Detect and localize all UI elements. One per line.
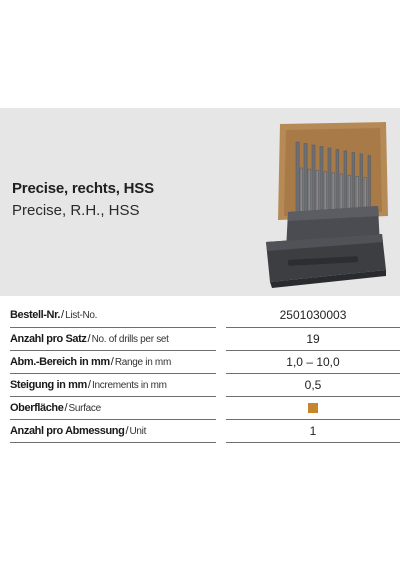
spec-gap xyxy=(216,373,226,396)
drill-bit xyxy=(300,168,303,212)
spec-gap xyxy=(216,350,226,373)
spec-label-en: No. of drills per set xyxy=(91,333,169,345)
spec-label-en: Surface xyxy=(68,402,101,414)
drill-bit xyxy=(316,170,319,213)
drill-bit-set-case-icon xyxy=(258,120,390,290)
surface-color-swatch xyxy=(308,403,318,413)
spec-value: 0,5 xyxy=(226,373,400,396)
spec-row xyxy=(10,304,400,327)
spec-label-de: Bestell-Nr. xyxy=(10,309,61,322)
spec-label xyxy=(10,304,216,327)
spec-label-separator: / xyxy=(61,309,65,322)
spec-label xyxy=(10,373,216,396)
product-title-en: Precise, R.H., HSS xyxy=(12,202,140,219)
product-title-de: Precise, rechts, HSS xyxy=(12,180,154,197)
spec-value: 19 xyxy=(226,327,400,350)
spec-gap xyxy=(216,304,226,327)
drill-bit xyxy=(336,150,339,217)
drill-bit xyxy=(320,147,323,215)
spec-row xyxy=(10,373,400,396)
specification-table xyxy=(10,304,400,443)
spec-row xyxy=(10,350,400,373)
spec-row xyxy=(10,419,400,442)
spec-label-en: Range in mm xyxy=(114,356,171,368)
spec-label-separator: / xyxy=(87,332,91,345)
spec-gap xyxy=(216,419,226,442)
drill-bit xyxy=(328,148,331,216)
spec-label-separator: / xyxy=(87,378,91,391)
spec-label-de: Steigung in mm xyxy=(10,378,87,391)
spec-label-separator: / xyxy=(125,424,129,437)
spec-label xyxy=(10,419,216,442)
spec-gap xyxy=(216,327,226,350)
spec-row xyxy=(10,327,400,350)
drill-bit xyxy=(324,172,327,215)
drill-bit xyxy=(344,151,347,217)
spec-label-de: Oberfläche xyxy=(10,401,64,414)
spec-value: 1,0 – 10,0 xyxy=(226,350,400,373)
spec-label xyxy=(10,350,216,373)
drill-bit xyxy=(296,142,299,212)
spec-value: 2501030003 xyxy=(226,304,400,327)
drill-bit xyxy=(312,145,315,214)
spec-label-de: Anzahl pro Abmessung xyxy=(10,424,125,437)
spec-label-separator: / xyxy=(110,355,114,368)
spec-value: 1 xyxy=(226,419,400,442)
spec-label xyxy=(10,327,216,350)
spec-gap xyxy=(216,396,226,419)
drill-bit xyxy=(308,169,311,213)
spec-value xyxy=(226,396,400,419)
drill-bit xyxy=(304,144,307,213)
spec-label-de: Abm.-Bereich in mm xyxy=(10,355,110,368)
product-header-panel xyxy=(0,108,400,296)
spec-label-en: Increments in mm xyxy=(91,379,167,391)
drill-bit xyxy=(332,173,335,215)
spec-label-separator: / xyxy=(64,401,68,414)
spec-label xyxy=(10,396,216,419)
spec-label-de: Anzahl pro Satz xyxy=(10,332,87,345)
spec-label-en: List-No. xyxy=(65,310,98,322)
spec-row xyxy=(10,396,400,419)
spec-label-en: Unit xyxy=(129,425,147,437)
